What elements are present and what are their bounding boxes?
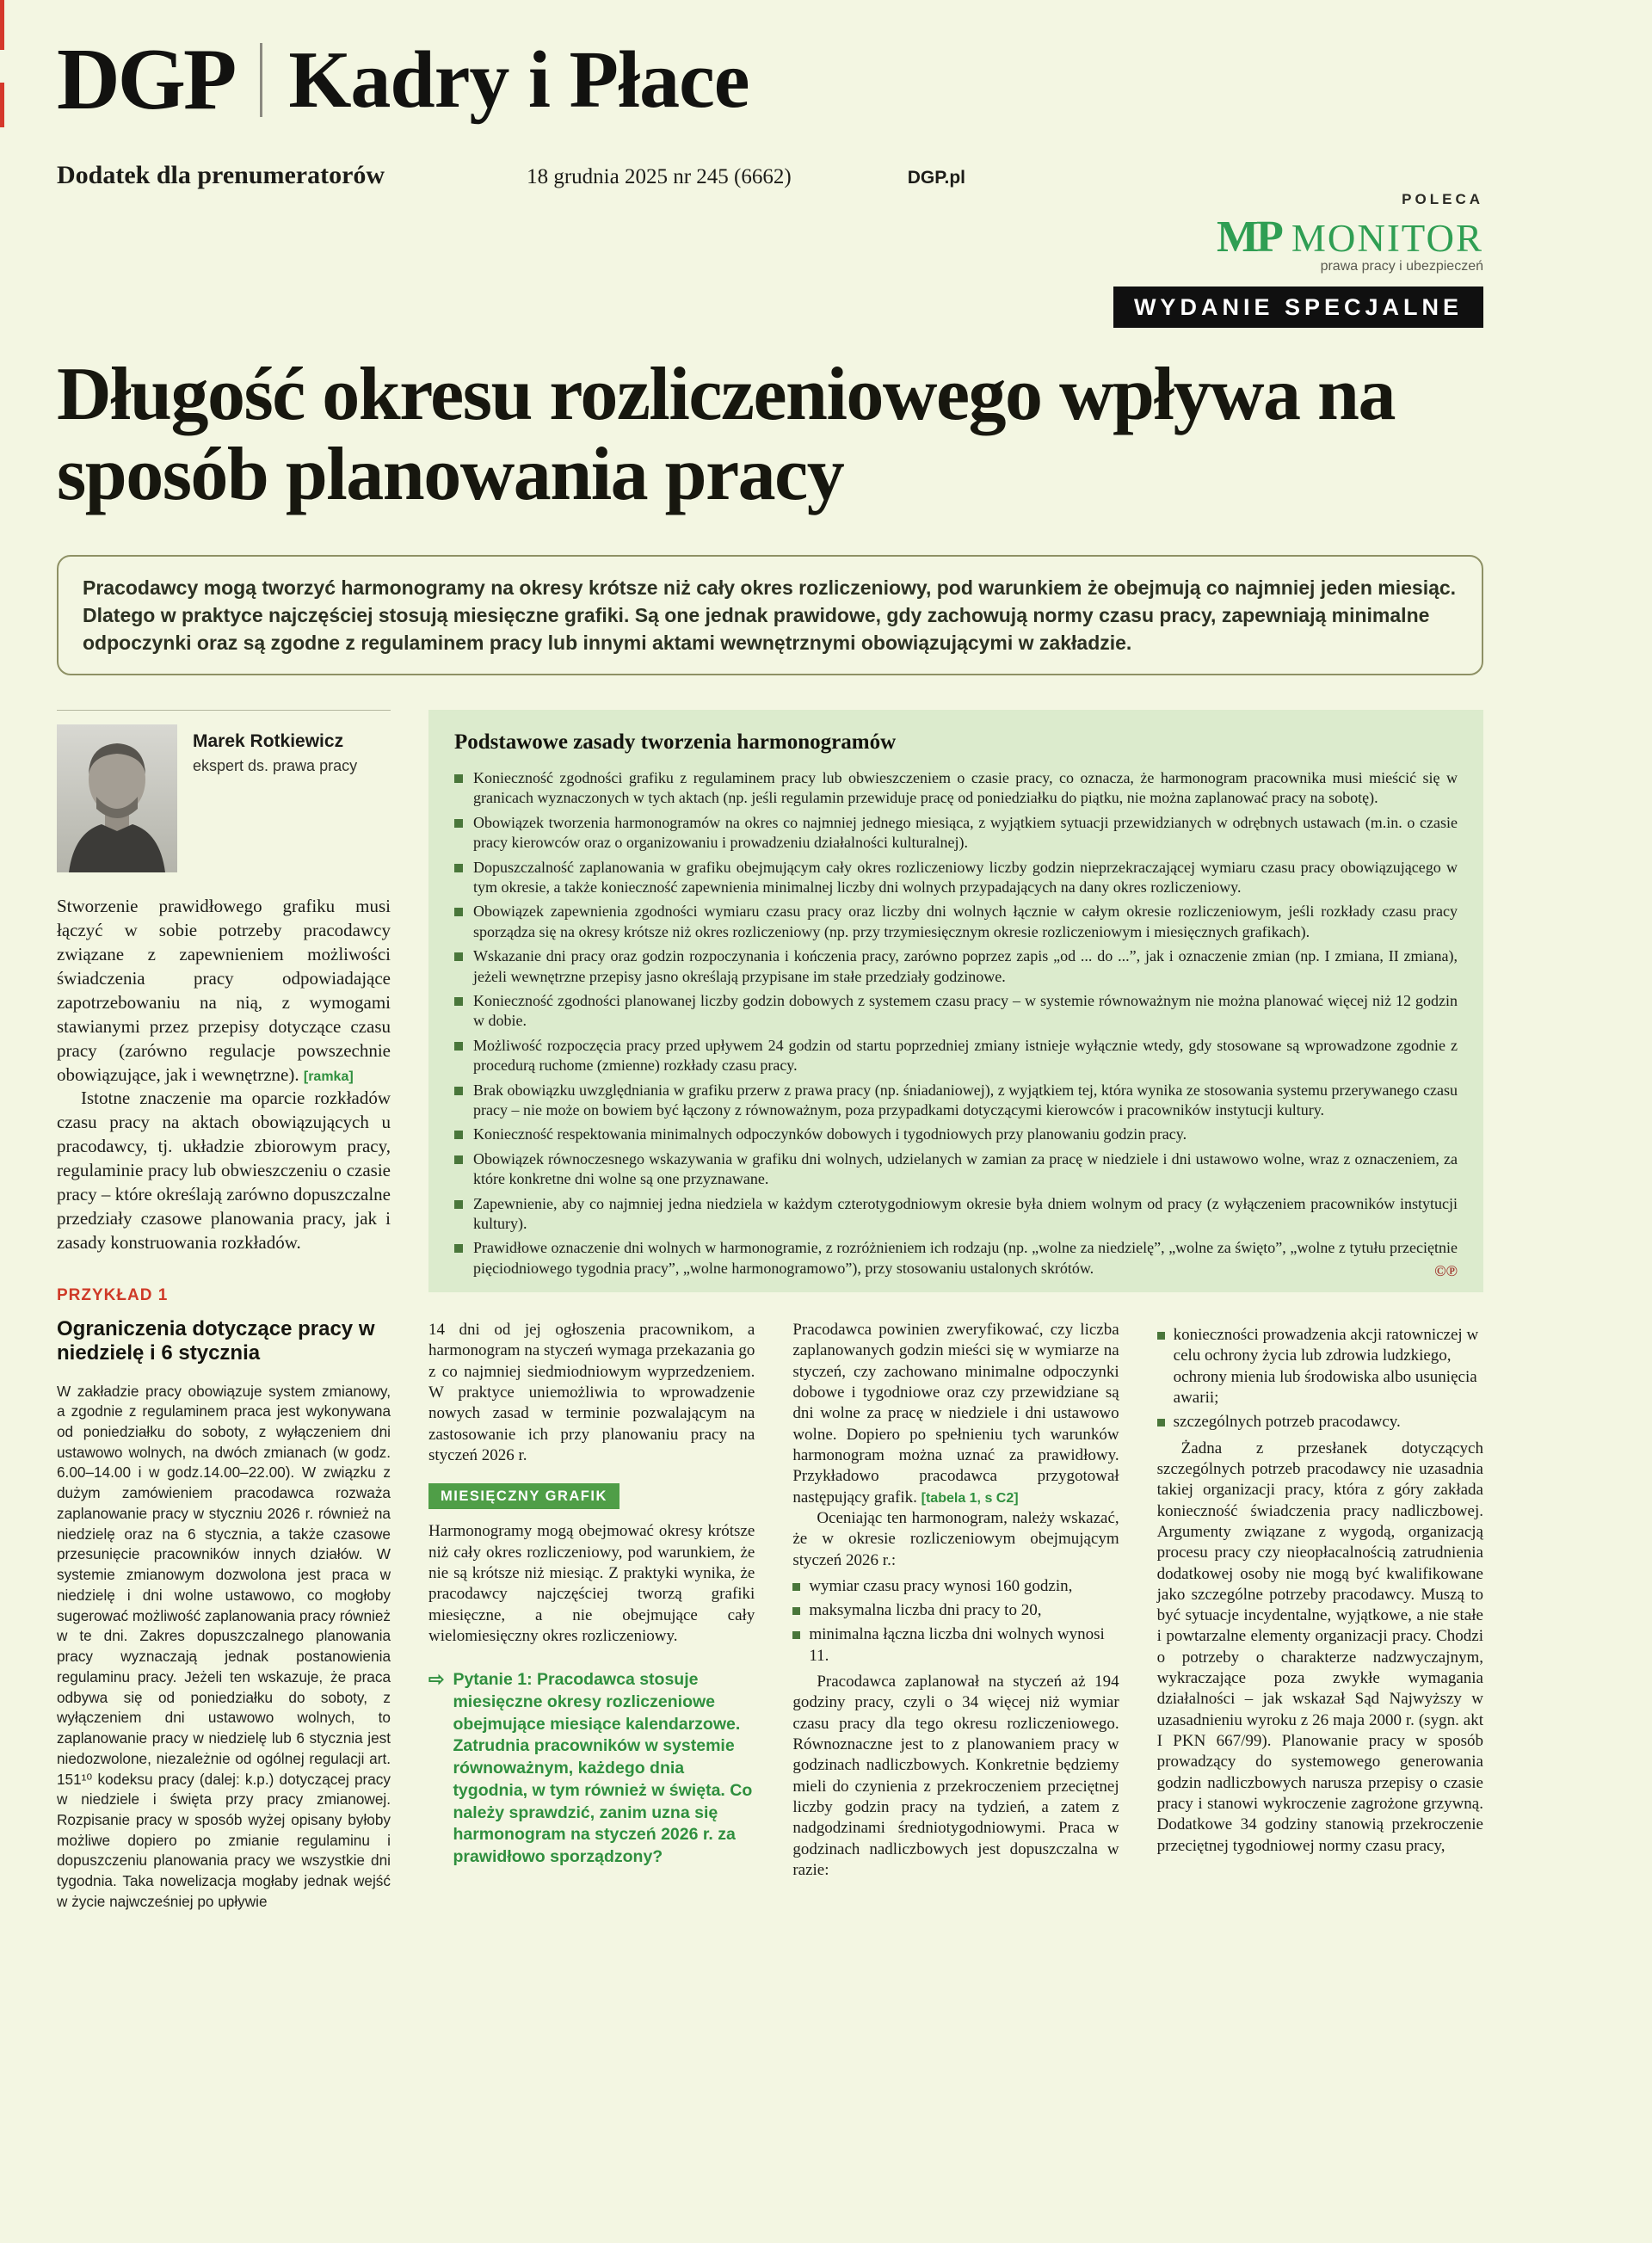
- rule-item: [454, 813, 1458, 853]
- example-title: Ograniczenia dotyczące pracy w niedzielę i 6 stycznia: [57, 1316, 375, 1365]
- square-bullet-icon: [454, 997, 463, 1006]
- rule-item: [454, 858, 1458, 898]
- square-bullet-icon: [1157, 1332, 1165, 1340]
- conclusion-paragraph: Żadna z przesłanek dotyczących szczególnych potrzeb pracodawcy nie uzasadnia takiej organizacji pracy, która z góry zakłada konieczność świadczenia pracy nadliczbowej. Argumenty związane z wygodą, organizacją procesu pracy czy nieopłacalnością zatrudnienia dodatkowej osoby nie mogą być kwalifikowane jako szczególne potrzeby pracodawcy. Muszą to być sytuacje incydentalne, wyjątkowe, a nie stałe i powtarzalne elementy organizacji pracy. Chodzi o potrzeby o charakterze nadzwyczajnym, wykraczające poza zwykłe wymagania działalności – jak wskazał Sąd Najwyższy w uzasadnieniu wyroku z 26 maja 2000 r. (sygn. akt I PKN 667/99). Planowanie pracy w sposób prowadzący do systemowego generowania godzin nadliczbowych narusza przepisy o czasie pracy i stanowi wykroczenie zagrożone grzywną. Dodatkowe 34 godziny stanowią przekroczenie przeciętnej tygodniowej normy czasu pracy,: [1156, 1439, 1483, 1855]
- supplement-title: Kadry i Płace: [288, 34, 749, 125]
- square-bullet-icon: [454, 1200, 463, 1209]
- rule-item: [454, 946, 1458, 987]
- list-item-text: maksymalna liczba dni pracy to 20,: [809, 1601, 1042, 1620]
- issue-info-row: [57, 161, 1483, 190]
- continuation-paragraph: 14 dni od jej ogłoszenia pracownikom, a harmonogram na styczeń wymaga przekazania go z co najmniej siedmiodniowym wyprzedzeniem. W praktyce uniemożliwia to wprowadzenie nowych zasad w terminie pozwalającym na zastosowanie ich przy planowaniu pracy na styczeń 2026 r.: [428, 1321, 755, 1464]
- verification-paragraph-text: Pracodawca powinien zweryfikować, czy liczba zaplanowanych godzin mieści się w wymiarze na styczeń, czy zachowano minimalne odpoczynki dobowe i tygodniowe oraz czy przewidziane są dni wolne za pracę w niedziele i dni ustawowo wolne. Dopiero po spełnieniu tych warunków harmonogram można uznać za prawidłowy. Przykładowo pracodawca przygotował następujący grafik.: [792, 1321, 1119, 1507]
- square-bullet-icon: [454, 864, 463, 872]
- rule-item-text: Obowiązek tworzenia harmonogramów na okres co najmniej jednego miesiąca, z wyjątkiem sytuacji przewidzianych w odrębnych ustawach (m.in. o czasie pracy kierowców oraz o organizowaniu i prowadzeniu działalności kulturalnej).: [473, 813, 1458, 852]
- rules-box: [428, 710, 1483, 1292]
- assessment-paragraph: Oceniając ten harmonogram, należy wskazać, że w okresie rozliczeniowym obejmującym styczeń 2026 r.:: [792, 1508, 1119, 1569]
- rule-item: [454, 1036, 1458, 1076]
- list-item-text: minimalna łączna liczba dni wolnych wynosi 11.: [809, 1625, 1105, 1665]
- rule-item: [454, 902, 1458, 942]
- print-edge-mark: [0, 0, 4, 50]
- list-item-text: konieczności prowadzenia akcji ratowniczej w celu ochrony życia lub zdrowia ludzkiego, ochrony mienia lub środowiska albo usunięcia awarii;: [1173, 1326, 1479, 1408]
- rule-item: [454, 1081, 1458, 1121]
- rule-item-text: Możliwość rozpoczęcia pracy przed upływem 24 godzin od startu poprzedniej zmiany istnieje wyłącznie wtedy, gdy stosowane są wprowadzone zgodnie z procedurą ruchome (zmienne) rozkłady czasu pracy.: [473, 1036, 1458, 1075]
- list-item: [792, 1600, 1119, 1621]
- rule-item: [454, 1125, 1458, 1144]
- overtime-conditions-list: [1157, 1325, 1483, 1433]
- square-bullet-icon: [454, 1087, 463, 1095]
- body-columns: [428, 1320, 1483, 1913]
- square-bullet-icon: [1157, 1419, 1165, 1427]
- lead-paragraph: Pracodawcy mogą tworzyć harmonogramy na okresy krótsze niż cały okres rozliczeniowy, pod warunkiem że obejmują co najmniej jeden miesiąc. Dlatego w praktyce najczęściej stosują miesięczne grafiki. Są one jednak prawidowe, gdy zachowują normy czasu pracy, zapewniają minimalne odpoczynki oraz są zgodne z regulaminem pracy lub innymi aktami wewnętrznymi obowiązującymi w zakładzie.: [57, 555, 1483, 676]
- overtime-paragraph: Pracodawca zaplanował na styczeń aż 194 godziny pracy, czyli o 34 więcej niż wymiar czasu pracy dla tego okresu rozliczeniowego. Równoznaczne jest to z planowaniem pracy w godzinach nadliczbowych. Konkretnie będziemy mieli do czynienia z przekroczeniem przeciętnej liczby godzin pracy na tydzień, a zatem z nadgodzinami średniotygodniowymi. Praca w godzinach nadliczbowych jest dopuszczalna w razie:: [792, 1673, 1119, 1879]
- masthead: [57, 29, 1483, 320]
- example-1: [57, 1286, 391, 1913]
- rule-item: [454, 768, 1458, 809]
- assessment-list: [792, 1576, 1119, 1667]
- question-1: [428, 1669, 755, 1869]
- monitor-name: MONITOR: [1291, 217, 1483, 260]
- issue-date: 18 grudnia 2025 nr 245 (6662): [527, 165, 792, 188]
- rule-item-text: Brak obowiązku uwzględniania w grafiku przerw z prawa pracy (np. śniadaniowej), z wyjątkiem tej, która wynika ze stosowania systemu przerywanego czasu pracy – nie może on bowiem być łączony z równoważnym, poza przypadkami dotyczącymi kierowców i pracowników instytucji kultury.: [473, 1081, 1458, 1118]
- rules-list: [454, 768, 1458, 1279]
- list-item: [792, 1576, 1119, 1597]
- rule-item-text: Konieczność zgodności planowanej liczby godzin dobowych z systemem czasu pracy – w systemie równoważnym nie można planować więcej niż 12 godzin w dobie.: [473, 992, 1458, 1030]
- rule-item-text: Obowiązek równoczesnego wskazywania w grafiku dni wolnych, udzielanych w zamian za pracę w niedziele i dni ustawowo wolne, wraz z oznaczeniem, za które konkretne dni wolne są one przyznawane.: [473, 1149, 1458, 1188]
- rule-item: [454, 991, 1458, 1032]
- author-photo: [57, 724, 177, 872]
- subscriber-subtitle: Dodatek dla prenumeratorów: [57, 161, 385, 189]
- rule-item-text: Zapewnienie, aby co najmniej jedna niedziela w każdym czterotygodniowym okresie była dniem wolnym od pracy (z wyłączeniem pracowników instytucji kultury).: [473, 1194, 1458, 1232]
- copyright-icon: ©℗: [1434, 1262, 1458, 1280]
- intro-paragraph-2: Istotne znaczenie ma oparcie rozkładów czasu pracy na aktach obowiązujących u pracodawcy, tj. układzie zbiorowym pracy, regulaminie pracy lub obwieszczeniu o czasie pracy – które określają zarówno dopuszczalne przedziały czasowe planowania pracy, jak i zasady konstruowania rozkładów.: [57, 1088, 391, 1253]
- question-1-text: Pytanie 1: Pracodawca stosuje miesięczne okresy rozliczeniowe obejmujące miesiące kalendarzowe. Zatrudnia pracowników w systemie równoważnym, każdego dnia tygodnia, w tym również w święta. Co należy sprawdzić, zanim uzna się harmonogram na styczeń 2026 r. za prawidłowo sporządzony?: [453, 1670, 753, 1867]
- header-right: [1113, 191, 1483, 328]
- square-bullet-icon: [454, 908, 463, 916]
- poleca-label: POLECA: [1402, 191, 1483, 207]
- column-3: [792, 1320, 1119, 1913]
- right-area: [428, 710, 1483, 1913]
- rule-item: [454, 1194, 1458, 1235]
- article-headline: Długość okresu rozliczeniowego wpływa na sposób planowania pracy: [57, 353, 1395, 517]
- square-bullet-icon: [454, 1131, 463, 1139]
- intro-paragraph-1: [57, 895, 391, 1087]
- square-bullet-icon: [792, 1631, 800, 1639]
- square-bullet-icon: [454, 819, 463, 828]
- square-bullet-icon: [792, 1583, 800, 1591]
- rule-item: [454, 1238, 1458, 1279]
- author-block: [57, 710, 391, 872]
- list-item: [1157, 1325, 1483, 1408]
- square-bullet-icon: [454, 1244, 463, 1253]
- brand-row: [57, 29, 1483, 130]
- site-url: DGP.pl: [907, 168, 965, 188]
- table-reference-tag: [tabela 1, s C2]: [921, 1490, 1019, 1506]
- square-bullet-icon: [454, 1042, 463, 1051]
- rule-item-text: Konieczność zgodności grafiku z regulaminem pracy lub obwieszczeniem o czasie pracy, co oznacza, że harmonogram pracownika musi mieścić się w granicach wyznaczonych w tych aktach (np. jeśli regulamin przewiduje pracę od poniedziałku do piątku, nie można zaplanować pracy na sobotę).: [473, 769, 1458, 807]
- column-4: [1157, 1320, 1483, 1913]
- main-content: [57, 710, 1483, 1913]
- verification-paragraph: [792, 1320, 1119, 1508]
- square-bullet-icon: [454, 1155, 463, 1164]
- column-2: [428, 1320, 755, 1913]
- brand-divider: [260, 43, 262, 117]
- list-item: [1157, 1412, 1483, 1433]
- example-label: PRZYKŁAD 1: [57, 1285, 169, 1304]
- monitor-logo: [1217, 212, 1483, 274]
- section-label-monthly-schedule: MIESIĘCZNY GRAFIK: [428, 1483, 620, 1509]
- special-edition-badge: WYDANIE SPECJALNE: [1113, 287, 1483, 328]
- arrow-right-icon: ⇨: [428, 1668, 445, 1691]
- square-bullet-icon: [454, 952, 463, 961]
- author-role: ekspert ds. prawa pracy: [193, 757, 358, 775]
- list-item-text: szczególnych potrzeb pracodawcy.: [1173, 1413, 1401, 1432]
- rules-box-title: Podstawowe zasady tworzenia harmonogramów: [454, 730, 897, 755]
- intro-paragraph-1-text: Stworzenie prawidłowego grafiku musi łączyć w sobie potrzeby pracodawcy związane z zapewnieniem możliwości świadczenia pracy odpowiadające zapotrzebowaniu na nią, z wymogami stawianymi przez przepisy dotyczące czasu pracy (zarówno regulacje powszechnie obowiązujące, jak i wewnętrzne).: [57, 896, 391, 1085]
- monthly-schedule-paragraph: Harmonogramy mogą obejmować okresy krótsze niż cały okres rozliczeniowy, pod warunkiem, że nie są krótsze niż miesiąc. Z praktyki wynika, że pracodawcy najczęściej tworzą grafiki miesięczne, a nie obejmujące cały wielomiesięczny okres rozliczeniowy.: [428, 1522, 755, 1645]
- list-item: [792, 1624, 1119, 1667]
- print-edge-mark: [0, 83, 4, 127]
- rule-item-text: Dopuszczalność zaplanowania w grafiku obejmującym cały okres rozliczeniowy liczby godzin nieprzekraczającej wymiaru czasu pracy obowiązującego w tym okresie, a także konieczność zapewnienia minimalnej liczby dni wolnych przypadających na dany okres rozliczeniowy.: [473, 858, 1458, 897]
- dgp-logo: DGP: [57, 31, 235, 128]
- square-bullet-icon: [792, 1607, 800, 1615]
- example-body: W zakładzie pracy obowiązuje system zmianowy, a zgodnie z regulaminem praca jest wykonywana od poniedziałku do soboty, z wyłączeniem dni ustawowo wolnych, na dwóch zmianach (w godz. 6.00–14.00 i w godz.14.00–22.00). W związku z dużym zamówieniem pracodawca rozważa zaplanowanie pracy w styczniu 2026 r. również na niedzielę oraz na 6 stycznia, a także czasowe przesunięcie pracowników innych działów. W systemie zmianowym dozwolona jest praca w niedzielę i dni wolne ustawowo, co mogłoby sugerować możliwość zaplanowania pracy również w te dni. Zakres dopuszczalnego planowania pracy wyznaczają jednak postanowienia regulaminu pracy. Jeżeli ten wskazuje, że praca odbywa się od poniedziałku do soboty, z wyłączeniem dni ustawowo wolnych, to zaplanowanie pracy w niedzielę lub 6 stycznia jest niedozwolone, niezależnie od ogólnej regulacji art. 151¹⁰ kodeksu pracy (dalej: k.p.) dotyczącej pracy w niedziele i święta przy pracy zmianowej. Rozpisanie pracy w sposób wyżej opisany byłoby możliwe dopiero po zmianie regulaminu i dopuszczeniu planowania pracy we wszystkie dni tygodnia. Taka nowelizacja mogłaby jednak wejść w życie najwcześniej po upływie: [57, 1382, 391, 1910]
- list-item-text: wymiar czasu pracy wynosi 160 godzin,: [809, 1576, 1073, 1595]
- left-column: [57, 710, 391, 1913]
- square-bullet-icon: [454, 774, 463, 783]
- rule-item-text: Konieczność respektowania minimalnych odpoczynków dobowych i tygodniowych przy planowaniu godzin pracy.: [473, 1125, 1187, 1143]
- mp-monogram-icon: MP: [1216, 213, 1281, 262]
- monitor-tagline: prawa pracy i ubezpieczeń: [1320, 259, 1483, 274]
- author-name: Marek Rotkiewicz: [193, 731, 344, 752]
- rule-item-text: Prawidłowe oznaczenie dni wolnych w harmonogramie, z rozróżnieniem ich rodzaju (np. „wolne za niedzielę”, „wolne za święto”, „wolne z tytułu przeciętnie pięciodniowego tygodnia pracy”, „wolne harmonogramowo”), przy stosowaniu ustalonych skrótów.: [473, 1239, 1458, 1277]
- ramka-reference-tag: [ramka]: [303, 1069, 354, 1084]
- rule-item-text: Obowiązek zapewnienia zgodności wymiaru czasu pracy oraz liczby dni wolnych łącznie w całym okresie rozliczeniowym, jeśli rozkłady czasu pracy sporządza się na okresy krótsze niż okres rozliczeniowy (np. przy trzymiesięcznym okresie rozliczeniowym i miesięcznych grafikach).: [473, 903, 1458, 940]
- author-meta: [193, 724, 357, 872]
- monitor-wordmark: [1291, 216, 1483, 274]
- rule-item: [454, 1149, 1458, 1190]
- rule-item-text: Wskazanie dni pracy oraz godzin rozpoczynania i kończenia pracy, zarówno poprzez zapis „od ... do ...”, jak i oznaczenie zmian (np. I zmiana, II zmiana), jeżeli wewnętrzne przepisy jasno określają przypisane im stałe przedziały godzinowe.: [473, 947, 1458, 985]
